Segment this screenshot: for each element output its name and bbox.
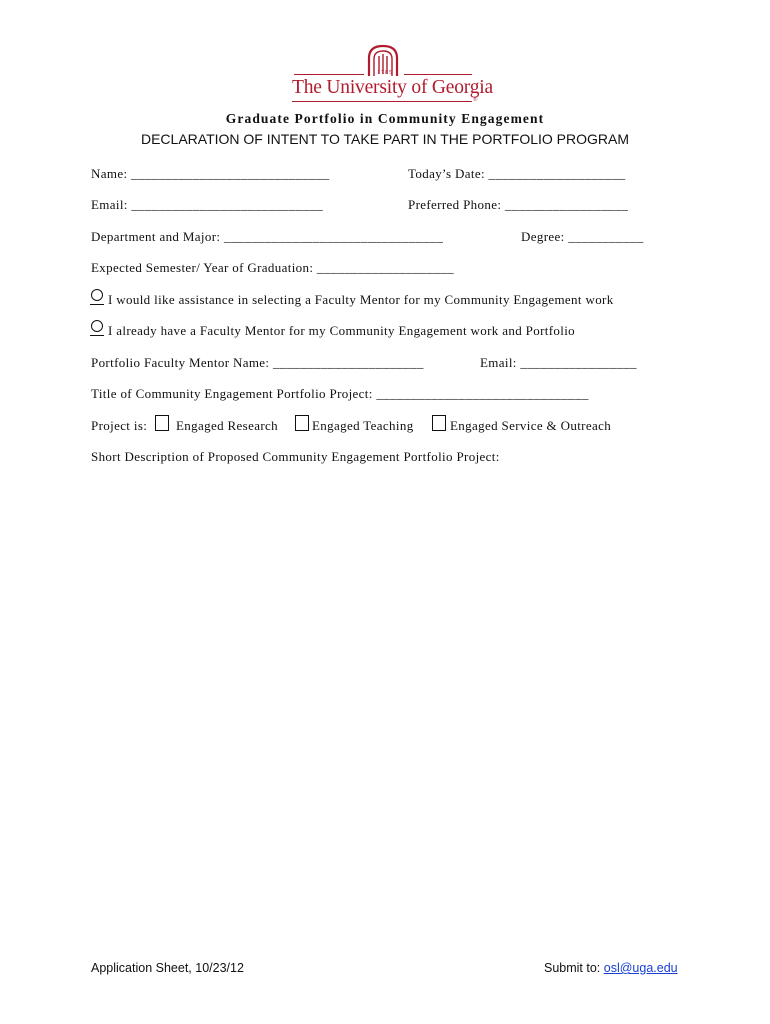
department-major-field[interactable]: Department and Major: ________________________________ [91,229,444,244]
engaged-teaching-label: Engaged Teaching [312,418,414,433]
university-logo [290,44,493,106]
page-subtitle: DECLARATION OF INTENT TO TAKE PART IN THE PORTFOLIO PROGRAM [140,131,629,147]
registered-mark: ® [473,97,478,103]
project-title-field[interactable]: Title of Community Engagement Portfolio Project: _______________________________ [91,386,589,401]
mentor-name-field[interactable]: Portfolio Faculty Mentor Name: ______________________ [91,355,424,370]
checkbox-engaged-service[interactable] [432,415,446,431]
logo-institution-name: The University of Georgia [292,77,493,98]
submit-email-link[interactable]: osl@uga.edu [603,961,678,975]
radio-need-assistance[interactable] [91,289,103,301]
description-label: Short Description of Proposed Community Engagement Portfolio Project: [91,449,500,464]
footer-sheet-info: Application Sheet, 10/23/12 [91,961,244,975]
phone-field[interactable]: Preferred Phone: __________________ [408,197,629,212]
name-field[interactable]: Name: _____________________________ [91,166,330,181]
logo-rule-left [294,74,364,75]
logo-underline [292,101,472,102]
footer-submit [544,961,678,975]
radio-underline [90,335,104,336]
checkbox-engaged-teaching[interactable] [295,415,309,431]
project-type-label: Project is: [91,418,148,433]
engaged-research-label: Engaged Research [176,418,278,433]
radio-underline [90,304,104,305]
engaged-service-label: Engaged Service & Outreach [450,418,612,433]
degree-field[interactable]: Degree: ___________ [521,229,644,244]
logo-rule-right [404,74,472,75]
page-title: Graduate Portfolio in Community Engagement [225,111,545,126]
radio-have-mentor[interactable] [91,320,103,332]
email-field[interactable]: Email: ____________________________ [91,197,324,212]
logo-year: 1785 [377,70,393,76]
graduation-field[interactable]: Expected Semester/ Year of Graduation: ____________________ [91,260,454,275]
option-have-mentor-label: I already have a Faculty Mentor for my Community Engagement work and Portfolio [108,323,576,338]
mentor-email-field[interactable]: Email: _________________ [480,355,637,370]
checkbox-engaged-research[interactable] [155,415,169,431]
submit-label: Submit to: [544,961,604,975]
option-need-assistance-label: I would like assistance in selecting a Faculty Mentor for my Community Engagement work [108,292,614,307]
date-field[interactable]: Today’s Date: ____________________ [408,166,626,181]
